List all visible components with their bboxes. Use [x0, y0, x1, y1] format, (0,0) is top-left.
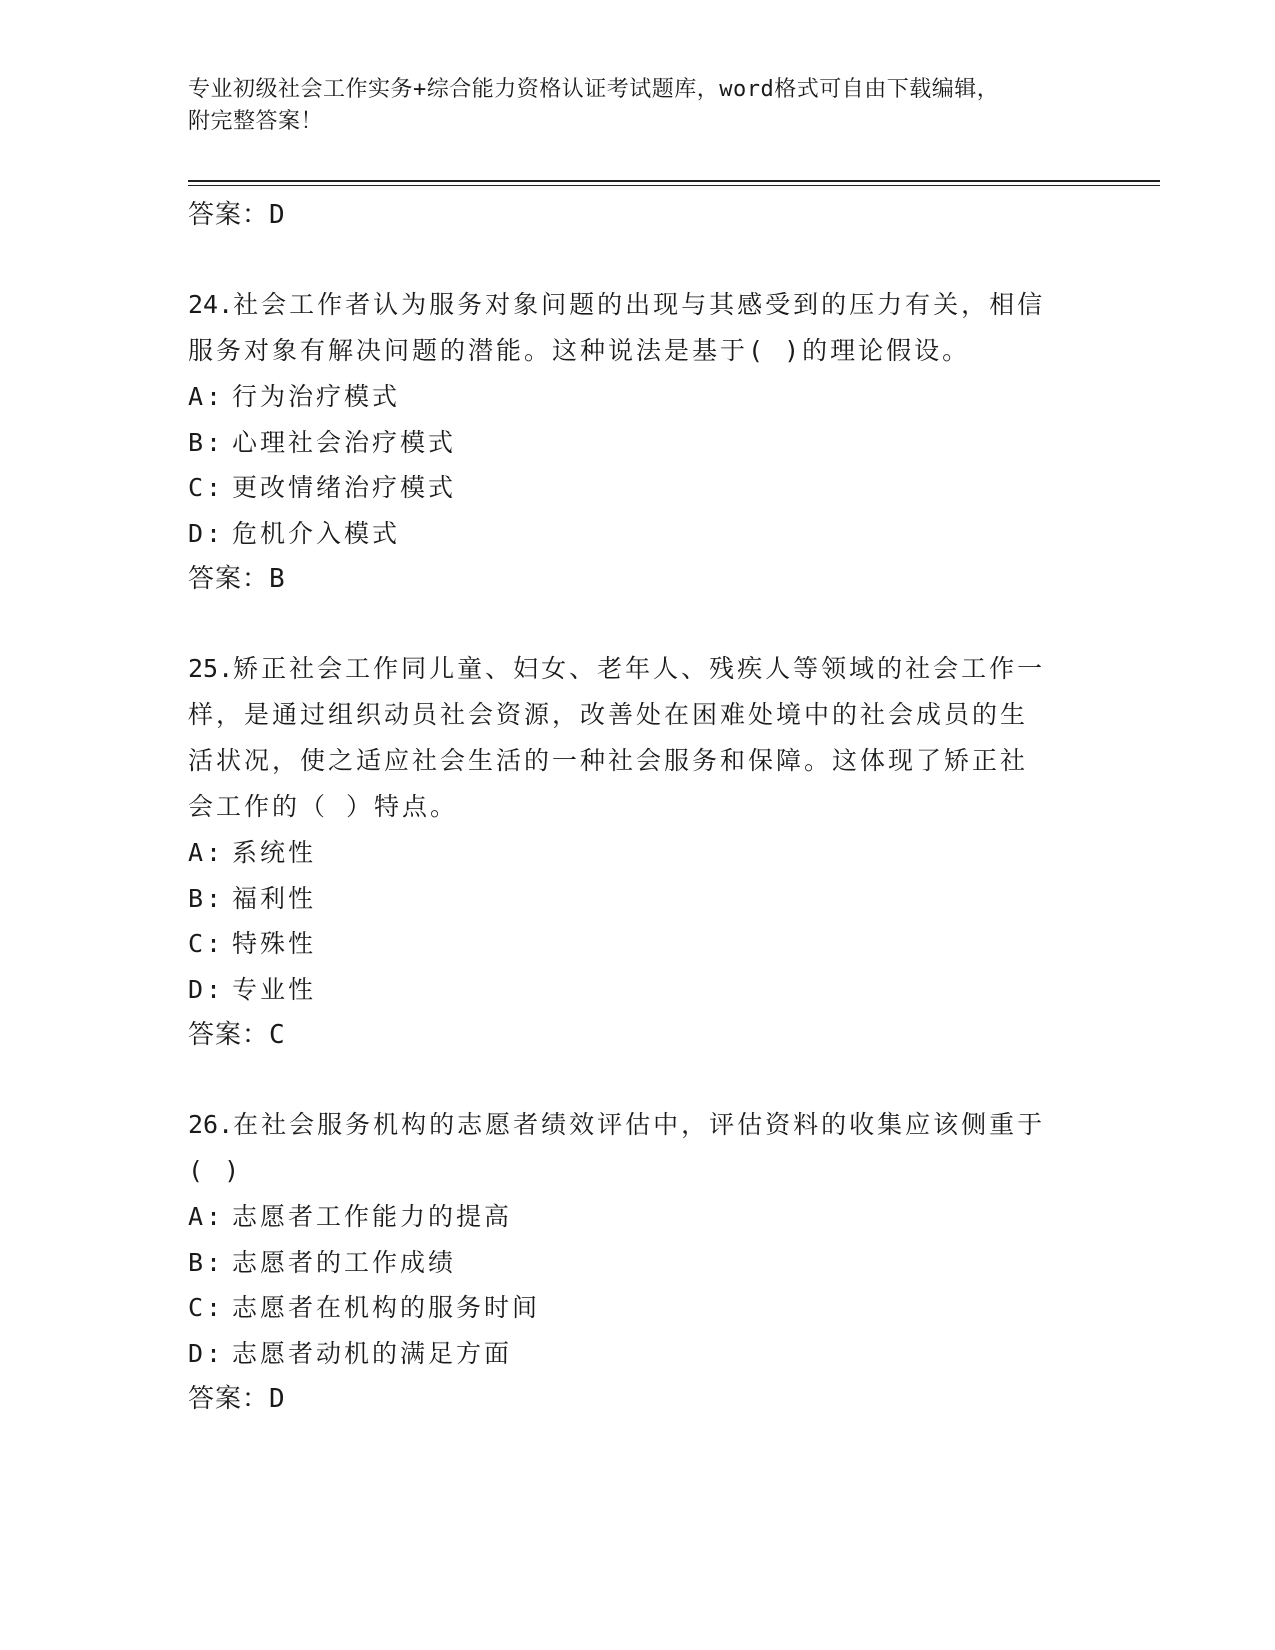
option-text: 心理社会治疗模式: [232, 427, 457, 457]
question-number: 25.: [188, 654, 234, 683]
answer-value: D: [269, 1384, 286, 1414]
option-c: [188, 1285, 1088, 1331]
answer-label: 答案：: [188, 1384, 270, 1414]
option-b: [188, 876, 1088, 922]
question-25: [188, 646, 1088, 1058]
option-letter: D:: [188, 518, 225, 548]
header-line-2: 附完整答案！: [188, 109, 324, 134]
option-d: [188, 967, 1088, 1013]
question-number: 24.: [188, 290, 234, 319]
stem-line: [188, 1102, 1088, 1148]
answer-line: [188, 1012, 1088, 1058]
stem-line: 样，是通过组织动员社会资源，改善处在困难处境中的社会成员的生: [188, 700, 1029, 729]
answer-line: [188, 1376, 1088, 1422]
option-a: [188, 1194, 1088, 1240]
option-letter: D:: [188, 1338, 225, 1368]
option-text: 福利性: [232, 883, 317, 913]
option-text: 行为治疗模式: [232, 382, 401, 411]
answer-line: [188, 192, 1088, 238]
option-text: 志愿者工作能力的提高: [232, 1202, 513, 1231]
stem-line: 服务对象有解决问题的潜能。这种说法是基于( )的理论假设。: [188, 336, 971, 365]
option-text: 志愿者的工作成绩: [232, 1247, 457, 1277]
option-letter: A:: [188, 838, 225, 867]
option-text: 志愿者动机的满足方面: [232, 1338, 513, 1368]
option-letter: A:: [188, 1202, 225, 1231]
option-letter: C:: [188, 473, 225, 502]
question-stem: [188, 1102, 1088, 1194]
header-divider-bottom: [188, 185, 1160, 186]
option-text: 系统性: [232, 838, 317, 867]
option-c: [188, 465, 1088, 511]
option-letter: C:: [188, 1293, 225, 1322]
answer-label: 答案：: [188, 1020, 270, 1050]
stem-line: [188, 282, 1088, 328]
option-text: 更改情绪治疗模式: [232, 473, 457, 502]
answer-label: 答案：: [188, 200, 270, 230]
option-letter: C:: [188, 929, 225, 958]
option-a: [188, 374, 1088, 420]
answer-label: 答案：: [188, 564, 270, 594]
option-letter: B:: [188, 427, 225, 457]
document-header: [188, 74, 1088, 138]
option-letter: A:: [188, 382, 225, 411]
option-a: [188, 830, 1088, 876]
option-c: [188, 921, 1088, 967]
document-body: [188, 192, 1088, 1422]
question-stem: [188, 282, 1088, 374]
question-stem: [188, 646, 1088, 830]
option-b: [188, 1240, 1088, 1286]
stem-line: ( ): [188, 1156, 243, 1185]
option-b: [188, 420, 1088, 466]
stem-text: 在社会服务机构的志愿者绩效评估中，评估资料的收集应该侧重于: [233, 1110, 1046, 1139]
question-24: [188, 282, 1088, 602]
stem-text: 矫正社会工作同儿童、妇女、老年人、残疾人等领域的社会工作一: [233, 654, 1046, 683]
stem-text: 社会工作者认为服务对象问题的出现与其感受到的压力有关，相信: [233, 290, 1046, 319]
answer-value: C: [269, 1020, 286, 1050]
stem-line: [188, 646, 1088, 692]
answer-line: [188, 556, 1088, 602]
option-letter: B:: [188, 883, 225, 913]
answer-value: B: [269, 564, 286, 594]
stem-line: 会工作的（ ）特点。: [188, 792, 459, 821]
option-text: 志愿者在机构的服务时间: [232, 1293, 541, 1322]
header-divider-top: [188, 180, 1160, 182]
option-d: [188, 1331, 1088, 1377]
option-d: [188, 511, 1088, 557]
option-text: 特殊性: [232, 929, 317, 958]
option-text: 危机介入模式: [232, 518, 401, 548]
option-letter: D:: [188, 974, 225, 1004]
stem-line: 活状况，使之适应社会生活的一种社会服务和保障。这体现了矫正社: [188, 746, 1029, 775]
header-line-1: 专业初级社会工作实务+综合能力资格认证考试题库，word格式可自由下载编辑，: [188, 77, 1000, 102]
option-letter: B:: [188, 1247, 225, 1277]
option-text: 专业性: [232, 974, 317, 1004]
question-number: 26.: [188, 1110, 234, 1139]
question-26: [188, 1102, 1088, 1422]
answer-value: D: [269, 200, 286, 230]
